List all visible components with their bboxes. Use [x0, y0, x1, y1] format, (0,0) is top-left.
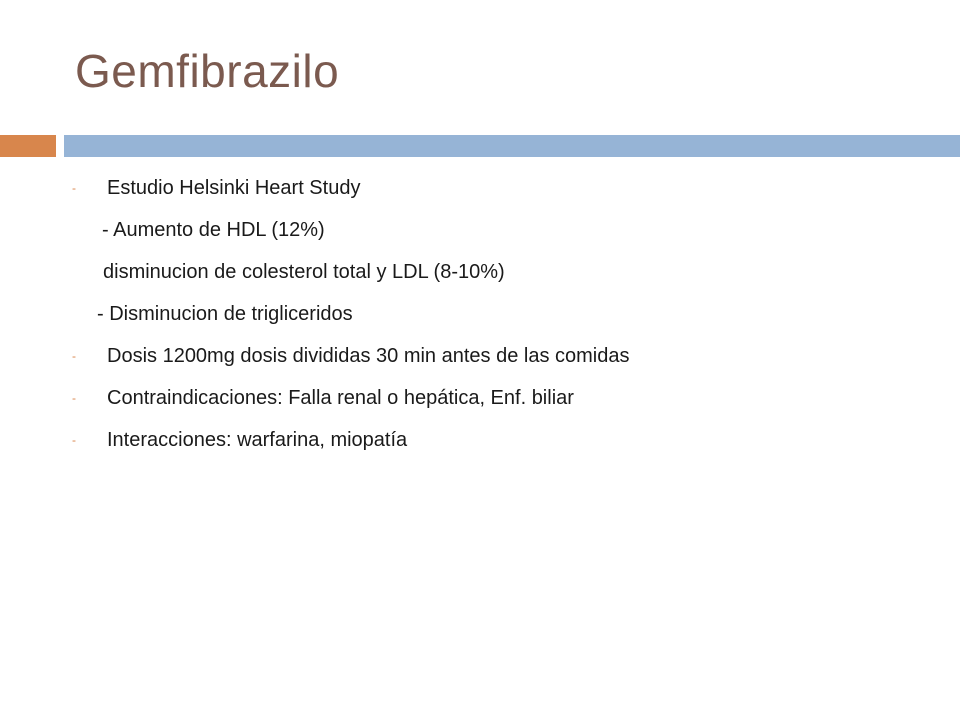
accent-band-blue [64, 135, 960, 157]
list-item [72, 262, 932, 304]
list-item [72, 430, 932, 472]
list-item-text: disminucion de colesterol total y LDL (8-10%) [103, 261, 505, 283]
list-item [72, 346, 932, 388]
bullet-dash-icon: - [72, 391, 76, 405]
slide-title: Gemfibrazilo [75, 45, 340, 97]
bullet-dash-icon: - [72, 181, 76, 195]
list-item-text: Estudio Helsinki Heart Study [107, 177, 361, 199]
list-item-text: Dosis 1200mg dosis divididas 30 min antes de las comidas [107, 345, 630, 367]
list-item-text: Interacciones: warfarina, miopatía [107, 429, 408, 451]
bullet-dash-icon: - [72, 433, 76, 447]
list-item-text: - Aumento de HDL (12%) [102, 219, 325, 241]
bullet-dash-icon: - [72, 349, 76, 363]
slide-content [72, 178, 932, 472]
accent-band-orange [0, 135, 56, 157]
list-item [72, 178, 932, 220]
list-item-text: Contraindicaciones: Falla renal o hepática, Enf. biliar [107, 387, 574, 409]
list-item-text: - Disminucion de trigliceridos [97, 303, 353, 325]
list-item [72, 388, 932, 430]
list-item [72, 304, 932, 346]
list-item [72, 220, 932, 262]
